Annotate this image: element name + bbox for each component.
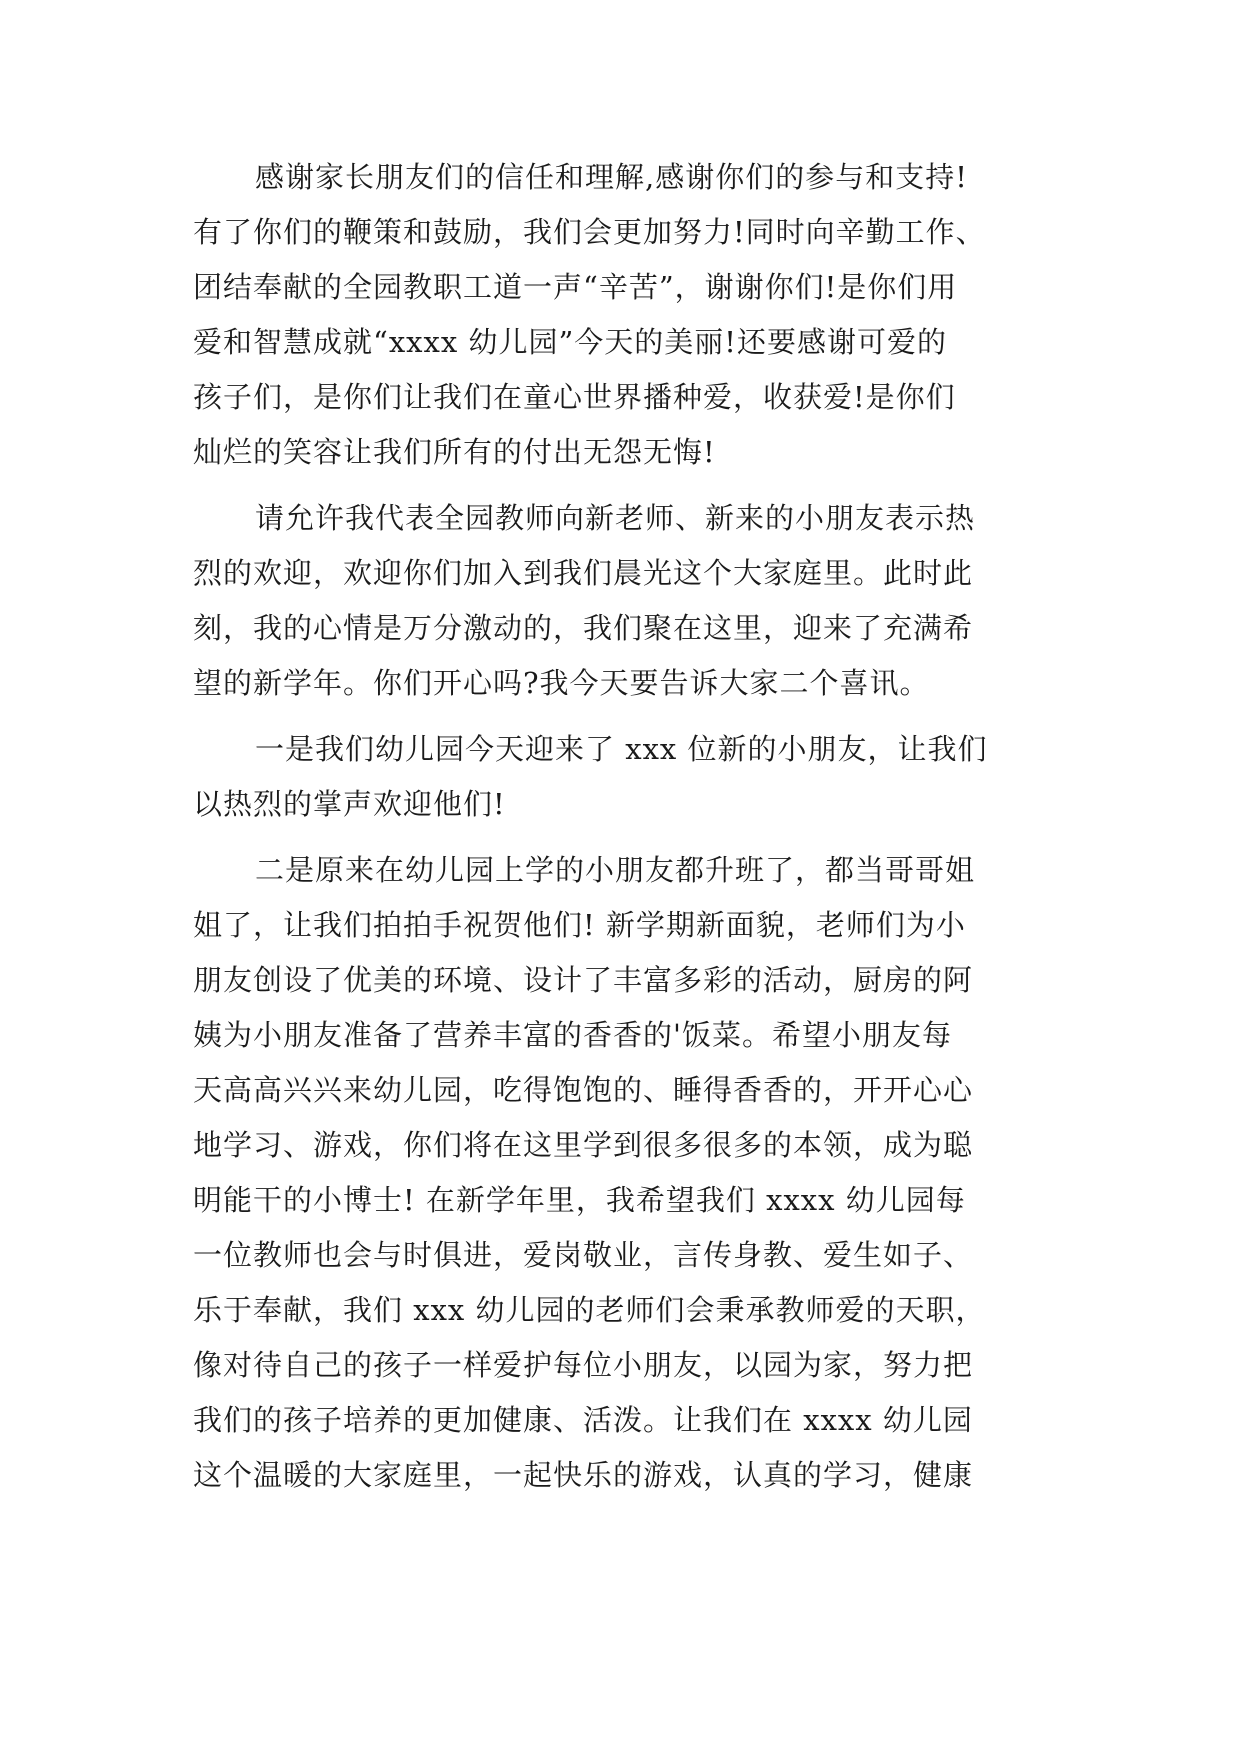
text-line: 灿烂的笑容让我们所有的付出无怨无悔! xyxy=(193,435,716,469)
text-line: 一位教师也会与时俱进，爱岗敬业，言传身教、爱生如子、 xyxy=(193,1238,974,1272)
text-line: 明能干的小博士! 在新学年里，我希望我们 xxxx 幼儿园每 xyxy=(193,1183,966,1217)
text-line: 天高高兴兴来幼儿园，吃得饱饱的、睡得香香的，开开心心 xyxy=(193,1073,974,1107)
text-line: 二是原来在幼儿园上学的小朋友都升班了，都当哥哥姐 xyxy=(255,853,976,887)
text-line: 感谢家长朋友们的信任和理解,感谢你们的参与和支持! xyxy=(255,160,968,194)
text-line: 一是我们幼儿园今天迎来了 xxx 位新的小朋友，让我们 xyxy=(255,732,988,766)
text-line: 像对待自己的孩子一样爱护每位小朋友，以园为家，努力把 xyxy=(193,1348,974,1382)
text-line: 烈的欢迎，欢迎你们加入到我们晨光这个大家庭里。此时此 xyxy=(193,556,974,590)
text-line: 地学习、游戏，你们将在这里学到很多很多的本领，成为聪 xyxy=(193,1128,974,1162)
text-line: 刻，我的心情是万分激动的，我们聚在这里，迎来了充满希 xyxy=(193,611,974,645)
text-line: 我们的孩子培养的更加健康、活泼。让我们在 xxxx 幼儿园 xyxy=(193,1403,973,1437)
text-line: 姨为小朋友准备了营养丰富的香香的'饭菜。希望小朋友每 xyxy=(193,1018,952,1052)
text-line: 有了你们的鞭策和鼓励，我们会更加努力!同时向辛勤工作、 xyxy=(193,215,986,249)
text-line: 这个温暖的大家庭里，一起快乐的游戏，认真的学习，健康 xyxy=(193,1458,974,1492)
text-line: 爱和智慧成就“xxxx 幼儿园”今天的美丽!还要感谢可爱的 xyxy=(193,325,947,359)
text-line: 朋友创设了优美的环境、设计了丰富多彩的活动，厨房的阿 xyxy=(193,963,974,997)
text-line: 姐了，让我们拍拍手祝贺他们! 新学期新面貌，老师们为小 xyxy=(193,908,966,942)
text-line: 望的新学年。你们开心吗?我今天要告诉大家二个喜讯。 xyxy=(193,666,930,700)
text-line: 以热烈的掌声欢迎他们! xyxy=(193,787,506,821)
text-line: 请允许我代表全园教师向新老师、新来的小朋友表示热 xyxy=(255,501,976,535)
text-line: 乐于奉献，我们 xxx 幼儿园的老师们会秉承教师爱的天职， xyxy=(193,1293,986,1327)
text-line: 孩子们，是你们让我们在童心世界播种爱，收获爱!是你们 xyxy=(193,380,956,414)
text-line: 团结奉献的全园教职工道一声“辛苦”，谢谢你们!是你们用 xyxy=(193,270,958,304)
